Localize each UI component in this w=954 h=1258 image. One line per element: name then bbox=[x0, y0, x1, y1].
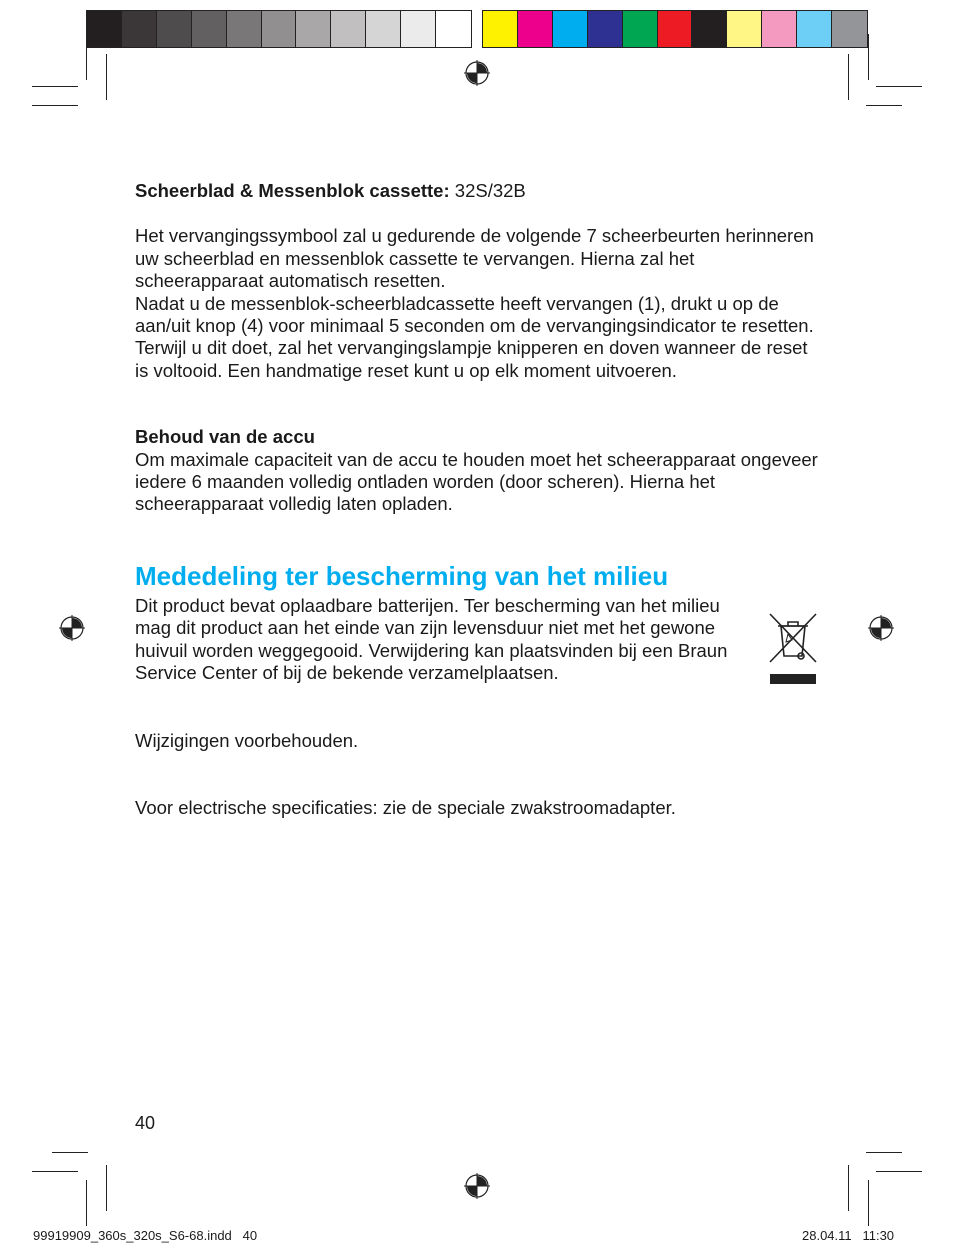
color-swatch bbox=[296, 11, 331, 47]
crop-mark bbox=[106, 1165, 107, 1211]
replacement-paragraph-1: Het vervangingssymbool zal u gedurende de volgende 7 scheerbeurten herinneren uw scheerblad en messenblok cassette te vervangen. Hierna zal het scheerapparaat automatisch resetten. bbox=[135, 225, 814, 292]
replacement-paragraph-2: Nadat u de messenblok-scheerbladcassette heeft vervangen (1), drukt u op de aan/uit knop (4) voor minimaal 5 seconden om de vervangingsindicator te resetten. bbox=[135, 292, 814, 337]
timestamp: 28.04.11 11:30 bbox=[802, 1228, 895, 1243]
crop-mark bbox=[876, 86, 922, 87]
page-content bbox=[135, 180, 825, 819]
registration-mark-icon bbox=[59, 615, 85, 641]
crop-mark bbox=[876, 1171, 922, 1172]
color-swatch bbox=[366, 11, 401, 47]
process-color-bar bbox=[482, 10, 868, 48]
color-swatch bbox=[692, 11, 727, 47]
grayscale-color-bar bbox=[86, 10, 472, 48]
color-swatch bbox=[87, 11, 122, 47]
registration-mark-icon bbox=[464, 1173, 490, 1199]
battery-heading: Behoud van de accu bbox=[135, 426, 315, 448]
crop-mark bbox=[106, 54, 107, 100]
color-swatch bbox=[762, 11, 797, 47]
color-swatch bbox=[797, 11, 832, 47]
weee-crossed-bin-icon bbox=[768, 612, 818, 686]
crop-mark bbox=[848, 54, 849, 100]
color-swatch bbox=[553, 11, 588, 47]
replacement-paragraph-3: Terwijl u dit doet, zal het vervangingslampje knipperen en doven wanneer de reset is voltooid. Een handmatige reset kunt u op elk moment uitvoeren. bbox=[135, 337, 808, 381]
color-swatch bbox=[588, 11, 623, 47]
crop-mark bbox=[848, 1165, 849, 1211]
crop-mark bbox=[866, 105, 902, 106]
crop-mark bbox=[866, 1152, 902, 1153]
electrical-note: Voor electrische specificaties: zie de speciale zwakstroomadapter. bbox=[135, 796, 676, 818]
color-swatch bbox=[192, 11, 227, 47]
crop-mark bbox=[868, 34, 869, 80]
color-swatch bbox=[436, 11, 471, 47]
color-swatch bbox=[727, 11, 762, 47]
crop-mark bbox=[52, 1152, 88, 1153]
crop-mark bbox=[868, 1180, 869, 1226]
page-number: 40 bbox=[135, 1113, 156, 1133]
color-swatch bbox=[401, 11, 436, 47]
color-swatch bbox=[227, 11, 262, 47]
cassette-heading-value: 32S/32B bbox=[449, 180, 526, 201]
crop-mark bbox=[86, 34, 87, 80]
color-swatch bbox=[262, 11, 297, 47]
crop-mark bbox=[32, 1171, 78, 1172]
environment-heading: Mededeling ter bescherming van het milieu bbox=[135, 560, 669, 591]
color-swatch bbox=[483, 11, 518, 47]
cassette-heading-label: Scheerblad & Messenblok cassette: bbox=[135, 180, 450, 201]
color-swatch bbox=[623, 11, 658, 47]
environment-paragraph: Dit product bevat oplaadbare batterijen. Ter bescherming van het milieu mag dit product aan het einde van zijn levensduur niet met het gewone huivuil worden weggegooid. Verwijdering kan plaatsvinden bij een Braun Service Center of bij de bekende verzamelplaatsen. bbox=[135, 594, 728, 684]
battery-paragraph: Om maximale capaciteit van de accu te houden moet het scheerapparaat ongeveer iedere 6 maanden volledig ontladen worden (door scheren). Hierna het scheerapparaat volledig laten opladen. bbox=[135, 448, 818, 515]
registration-mark-icon bbox=[464, 60, 490, 86]
crop-mark bbox=[32, 105, 78, 106]
color-swatch bbox=[832, 11, 867, 47]
cassette-heading bbox=[135, 180, 825, 202]
registration-mark-icon bbox=[868, 615, 894, 641]
file-name: 99919909_360s_320s_S6-68.indd 40 bbox=[33, 1228, 258, 1243]
color-swatch bbox=[122, 11, 157, 47]
color-swatch bbox=[658, 11, 693, 47]
crop-mark bbox=[32, 86, 78, 87]
color-swatch bbox=[331, 11, 366, 47]
changes-note: Wijzigingen voorbehouden. bbox=[135, 729, 359, 751]
crop-mark bbox=[86, 1180, 87, 1226]
color-swatch bbox=[518, 11, 553, 47]
color-swatch bbox=[157, 11, 192, 47]
